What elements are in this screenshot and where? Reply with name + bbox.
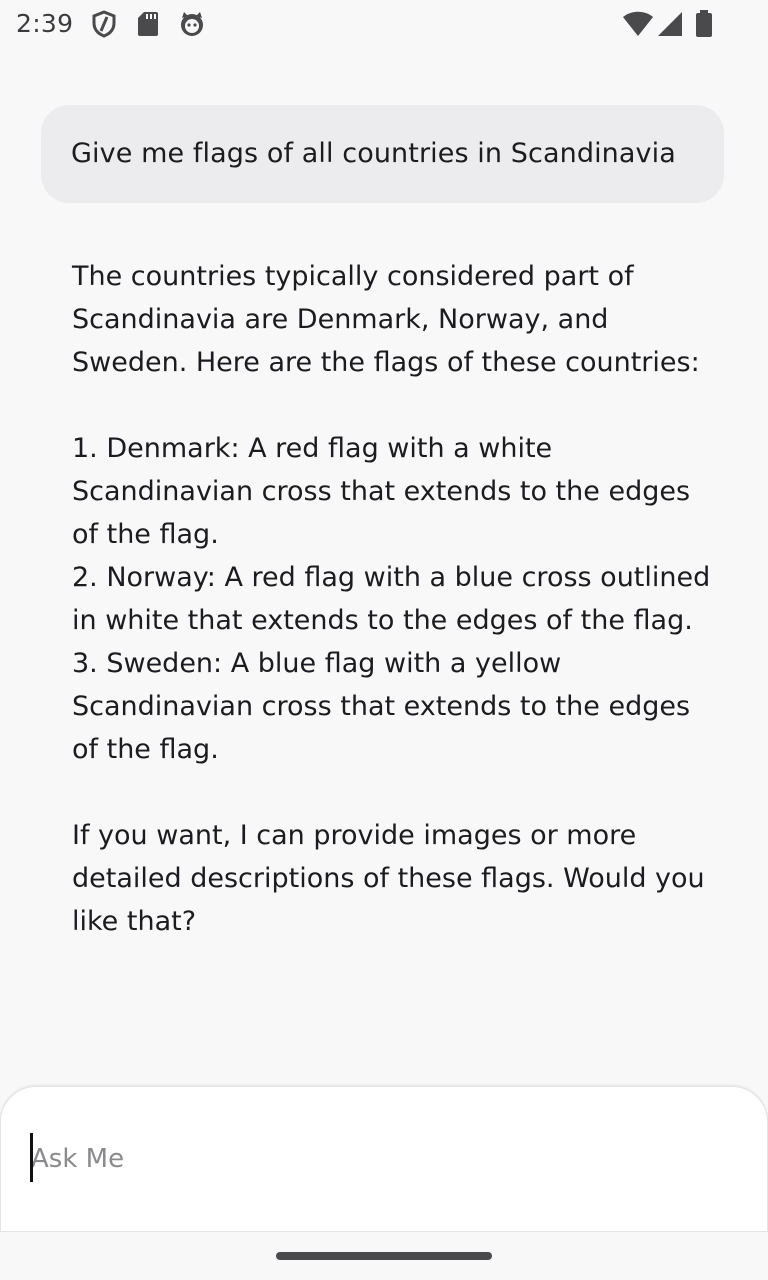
assistant-list-item: 1. Denmark: A red flag with a white Scandinavian cross that extends to the edges of the flag. [72, 433, 691, 550]
ask-input[interactable] [31, 1135, 731, 1183]
user-message-text: Give me flags of all countries in Scandinavia [71, 138, 676, 169]
status-time: 2:39 [16, 9, 74, 38]
text-cursor [30, 1133, 33, 1182]
wifi-icon [622, 11, 654, 37]
cat-face-icon [179, 10, 205, 38]
input-panel [0, 1086, 768, 1232]
assistant-list-item: 3. Sweden: A blue flag with a yellow Scandinavian cross that extends to the edges of the flag. [72, 648, 691, 765]
user-message-bubble [41, 105, 724, 203]
home-gesture-handle[interactable] [276, 1252, 492, 1260]
assistant-list-item: 2. Norway: A red flag with a blue cross outlined in white that extends to the edges of the flag. [72, 562, 711, 636]
assistant-paragraph: The countries typically considered part of Scandinavia are Denmark, Norway, and Sweden. Here are the flags of these countries: [72, 261, 700, 378]
sd-card-icon [137, 10, 159, 38]
cell-signal-icon [657, 11, 683, 37]
paragraph-spacer [72, 384, 712, 427]
navigation-bar [0, 1232, 768, 1280]
assistant-paragraph: If you want, I can provide images or more detailed descriptions of these flags. Would you like that? [72, 820, 705, 937]
paragraph-spacer [72, 771, 712, 814]
battery-icon [695, 10, 713, 38]
assistant-message [72, 255, 712, 943]
status-bar [0, 0, 768, 48]
shield-icon [91, 10, 117, 38]
